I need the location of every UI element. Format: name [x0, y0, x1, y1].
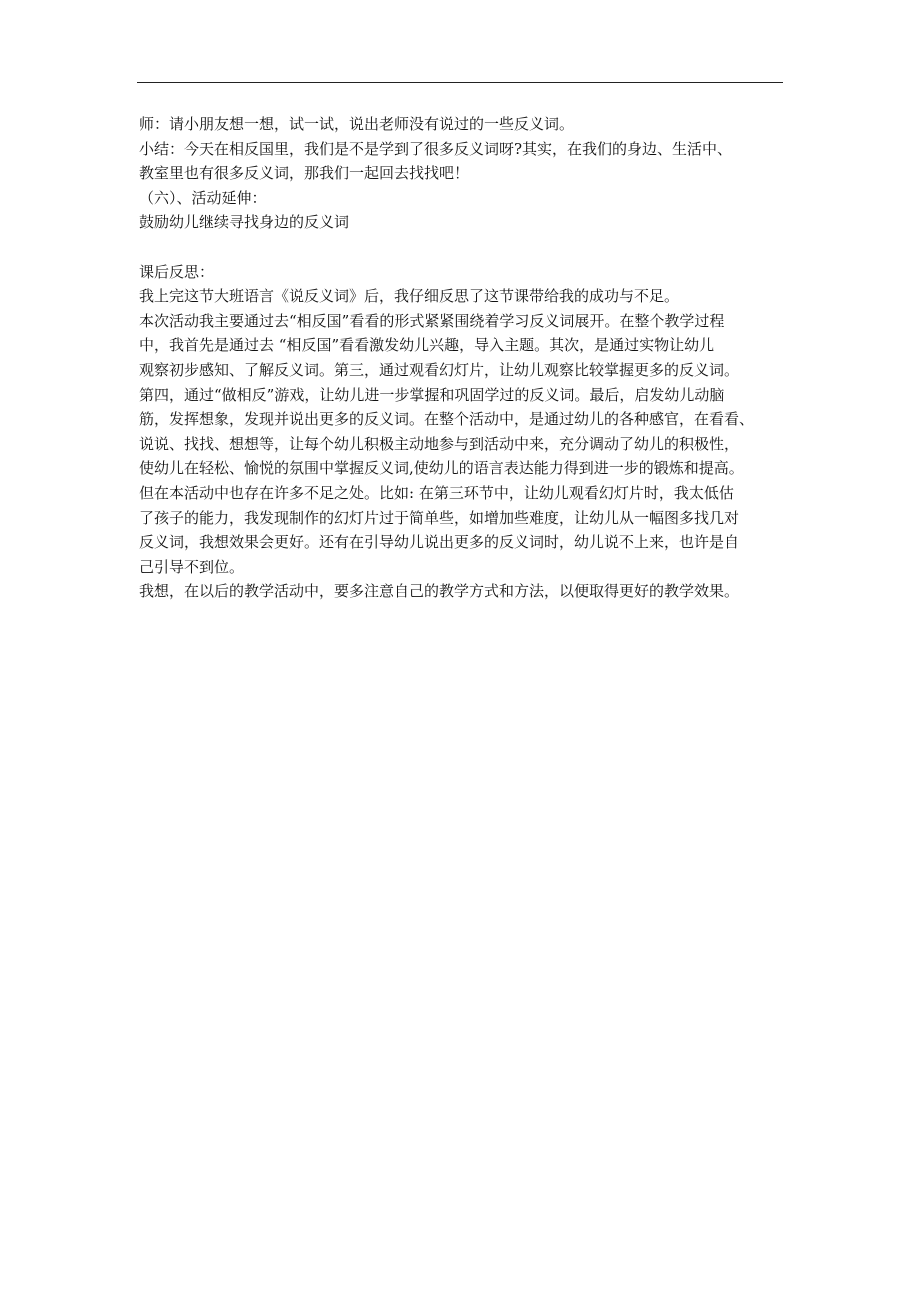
header-rule	[137, 82, 783, 83]
text-line: 筋，发挥想象，发现并说出更多的反义词。在整个活动中，是通过幼儿的各种感官，在看看、	[139, 410, 755, 429]
text-line: 本次活动我主要通过去“相反国”看看的形式紧紧围绕着学习反义词展开。在整个教学过程	[139, 311, 725, 330]
section-heading: （六）、活动延伸：	[139, 188, 267, 207]
text-line: 说说、找找、想想等，让每个幼儿积极主动地参与到活动中来，充分调动了幼儿的积极性，	[139, 434, 740, 453]
text-line: 师：请小朋友想一想，试一试，说出老师没有说过的一些反义词。	[139, 115, 575, 133]
document-body	[139, 112, 799, 604]
text-line: 鼓励幼儿继续寻找身边的反义词	[139, 213, 350, 232]
text-line: 我上完这节大班语言《说反义词》后，我仔细反思了这节课带给我的成功与不足。	[139, 287, 680, 306]
blank-line	[139, 235, 799, 260]
text-line: 观察初步感知、了解反义词。第三，通过观看幻灯片，让幼儿观察比较掌握更多的反义词。	[139, 360, 740, 379]
text-line: 反义词，我想效果会更好。还有在引导幼儿说出更多的反义词时，幼儿说不上来，也许是自	[139, 533, 740, 552]
text-line: 我想，在以后的教学活动中，要多注意自己的教学方式和方法，以便取得更好的教学效果。	[139, 582, 740, 601]
text-line: 第四，通过“做相反”游戏，让幼儿进一步掌握和巩固学过的反义词。最后，启发幼儿动脑	[139, 385, 725, 404]
section-heading: 课后反思：	[139, 262, 215, 281]
text-line: 了孩子的能力，我发现制作的幻灯片过于简单些，如增加些难度，让幼儿从一幅图多找几对	[139, 508, 740, 527]
text-line: 己引导不到位。	[139, 557, 245, 576]
text-line: 教室里也有很多反义词，那我们一起回去找找吧！	[139, 164, 470, 183]
text-line: 但在本活动中也存在许多不足之处。比如: 在第三环节中，让幼儿观看幻灯片时，我太低估	[139, 483, 734, 502]
text-line: 小结：今天在相反国里，我们是不是学到了很多反义词呀?其实，在我们的身边、生活中、	[139, 139, 733, 158]
text-line: 中，我首先是通过去 “相反国”看看激发幼儿兴趣，导入主题。其次，是通过实物让幼儿	[139, 336, 715, 355]
text-line: 使幼儿在轻松、愉悦的氛围中掌握反义词,使幼儿的语言表达能力得到进一步的锻炼和提高。	[139, 459, 744, 478]
